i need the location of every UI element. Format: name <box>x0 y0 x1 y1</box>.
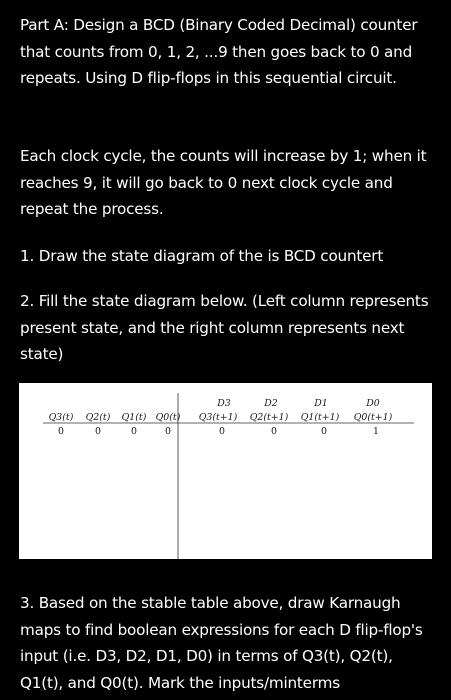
state-table <box>19 383 432 559</box>
q3t1-header: Q3(t+1) <box>198 412 238 423</box>
row0-q1t1: 0 <box>321 426 327 437</box>
d3-label: D3 <box>217 398 231 409</box>
question-3: 3. Based on the stable table above, draw Karnaugh maps to find boolean expressions for each D flip-flop's input (i.e. D3, D2, D1, D0) in terms of Q3(t), Q2(t), Q1(t), and Q0(t). Mark the inputs/minterms <box>20 594 423 692</box>
state-table-graphic <box>19 383 432 559</box>
row0-q3t: 0 <box>58 426 64 437</box>
q2t-header: Q2(t) <box>85 412 111 423</box>
row0-q2t: 0 <box>95 426 101 437</box>
question-2: 2. Fill the state diagram below. (Left column represents present state, and the right column represents next state) <box>20 292 429 363</box>
q1t1-header: Q1(t+1) <box>300 412 340 423</box>
d2-label: D2 <box>264 398 278 409</box>
q3t-header: Q3(t) <box>48 412 74 423</box>
row0-q0t1: 1 <box>373 426 379 437</box>
d1-label: D1 <box>314 398 328 409</box>
d0-label: D0 <box>366 398 380 409</box>
clock-description-paragraph: Each clock cycle, the counts will increase by 1; when it reaches 9, it will go back to 0 next clock cycle and repeat the process. <box>20 147 427 218</box>
q1t-header: Q1(t) <box>121 412 147 423</box>
row0-q1t: 0 <box>131 426 137 437</box>
q0t1-header: Q0(t+1) <box>353 412 393 423</box>
row0-q0t: 0 <box>165 426 171 437</box>
part-a-paragraph: Part A: Design a BCD (Binary Coded Decimal) counter that counts from 0, 1, 2, ...9 then goes back to 0 and repeats. Using D flip-flops in this sequential circuit. <box>20 16 418 87</box>
q2t1-header: Q2(t+1) <box>249 412 289 423</box>
row0-q2t1: 0 <box>271 426 277 437</box>
row0-q3t1: 0 <box>219 426 225 437</box>
question-1: 1. Draw the state diagram of the is BCD countert <box>20 247 384 265</box>
q0t-header: Q0(t) <box>155 412 181 423</box>
